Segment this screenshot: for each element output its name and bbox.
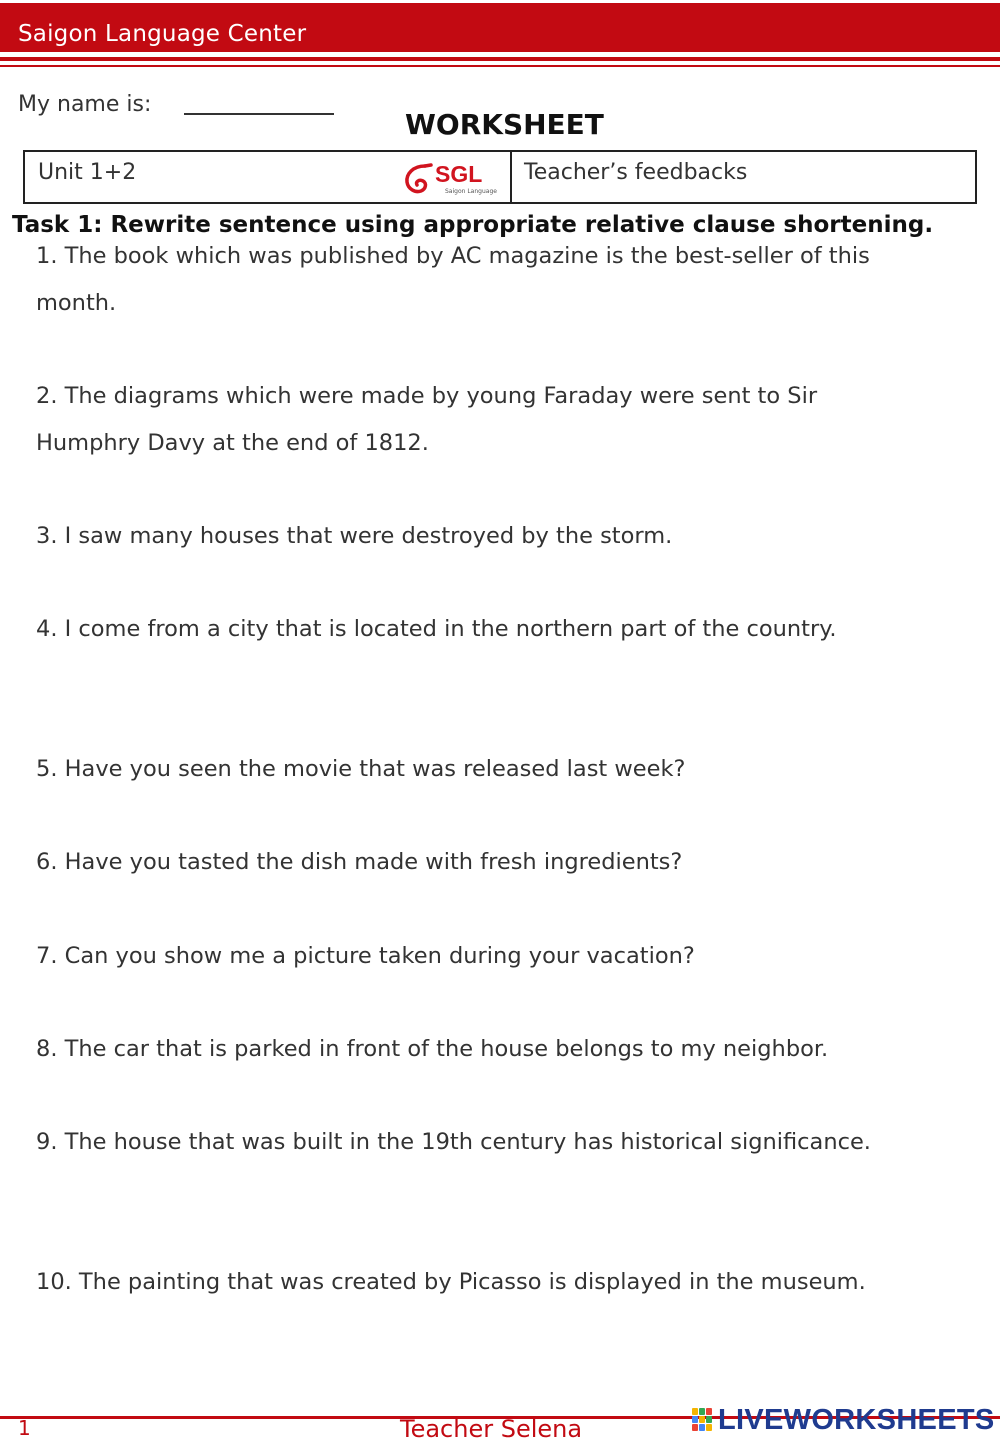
- header-banner: [0, 3, 1000, 52]
- task-title: Task 1: Rewrite sentence using appropriate relative clause shortening.: [12, 212, 934, 238]
- unit-cell: [25, 152, 512, 202]
- logo-subtext: Saigon Language: [445, 188, 497, 195]
- name-input-line[interactable]: [184, 113, 334, 115]
- sgl-logo: [403, 162, 503, 198]
- sentence-4: 4. I come from a city that is located in the northern part of the country.: [36, 616, 837, 642]
- name-label: My name is:: [18, 92, 152, 117]
- sentence-5: 5. Have you seen the movie that was released last week?: [36, 756, 686, 782]
- unit-label: Unit 1+2: [38, 160, 137, 185]
- sentence-3: 3. I saw many houses that were destroyed by the storm.: [36, 523, 673, 549]
- header-divider: [0, 57, 1000, 61]
- liveworksheets-badge-icon: [692, 1408, 714, 1432]
- sentence-9: 9. The house that was built in the 19th century has historical significance.: [36, 1129, 871, 1155]
- sentence-8: 8. The car that is parked in front of the house belongs to my neighbor.: [36, 1036, 829, 1062]
- sgl-swirl-icon: [403, 162, 437, 196]
- feedback-label: Teacher’s feedbacks: [524, 160, 748, 185]
- logo-text: SGL: [435, 161, 483, 187]
- sentence-2: 2. The diagrams which were made by young Faraday were sent to Sir Humphry Davy at the end of 1812.: [36, 383, 818, 456]
- sentence-6: 6. Have you tasted the dish made with fresh ingredients?: [36, 849, 683, 875]
- sentence-7: 7. Can you show me a picture taken during your vacation?: [36, 943, 695, 969]
- header-divider-thin: [0, 65, 1000, 67]
- sentence-1: 1. The book which was published by AC magazine is the best-seller of this month.: [36, 243, 870, 316]
- info-table: [23, 150, 977, 204]
- banner-title: Saigon Language Center: [18, 21, 307, 47]
- page-title: WORKSHEET: [405, 108, 604, 141]
- feedback-cell: [512, 152, 975, 202]
- footer-teacher: Teacher Selena: [400, 1415, 583, 1443]
- sentence-10: 10. The painting that was created by Picasso is displayed in the museum.: [36, 1269, 866, 1295]
- liveworksheets-brand[interactable]: LIVEWORKSHEETS: [718, 1404, 995, 1436]
- page-number: 1: [18, 1416, 31, 1440]
